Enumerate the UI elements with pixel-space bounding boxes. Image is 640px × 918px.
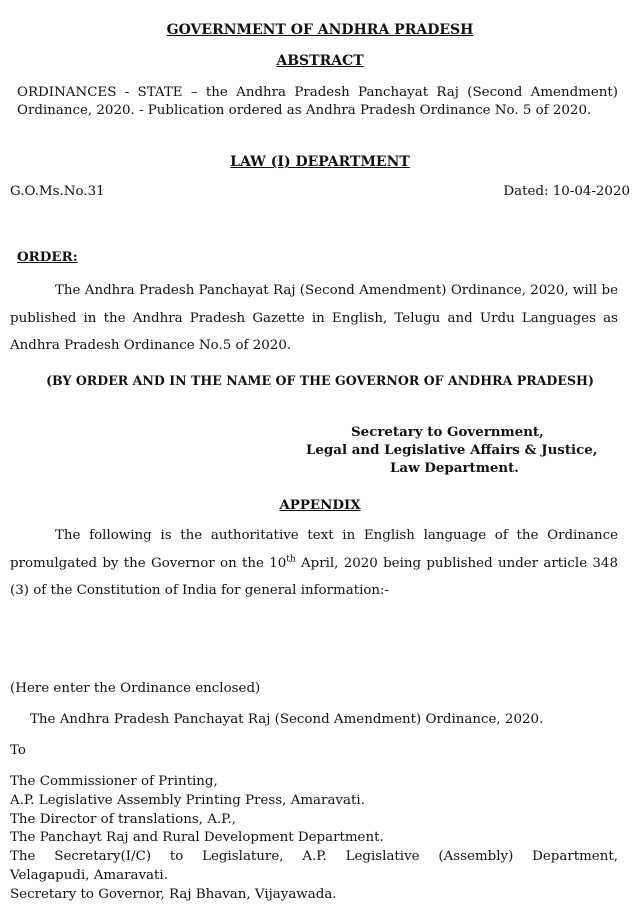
- go-number-line: [10, 184, 630, 199]
- go-number: G.O.Ms.No.31: [10, 184, 105, 199]
- recipient-item: A.P. Legislative Assembly Printing Press, Amaravati.: [10, 792, 365, 808]
- appendix-superscript: th: [286, 554, 296, 565]
- department-heading: LAW (I) DEPARTMENT: [230, 154, 410, 170]
- recipient-item: Velagapudi, Amaravati.: [10, 867, 168, 883]
- recipient-item: The Director of translations, A.P.,: [10, 811, 236, 827]
- enclosed-note: (Here enter the Ordinance enclosed): [10, 681, 261, 696]
- ordinance-title: The Andhra Pradesh Panchayat Raj (Second Amendment) Ordinance, 2020.: [30, 712, 544, 727]
- recipient-item: The Commissioner of Printing,: [10, 774, 218, 789]
- abstract-heading: ABSTRACT: [276, 53, 364, 69]
- recipient-list: [10, 773, 618, 905]
- appendix-heading: APPENDIX: [279, 497, 361, 513]
- appendix-body: [10, 522, 618, 605]
- appendix-text-part1: The following is the authoritative text in English language of the Ordinance promulgated by the Governor on the 10: [10, 528, 618, 571]
- signature-line-2: Legal and Legislative Affairs & Justice,: [306, 442, 598, 458]
- appendix-paragraph: [10, 522, 618, 605]
- recipient-item: Secretary to Governor, Raj Bhavan, Vijayawada.: [10, 886, 337, 902]
- recipient-item: The Panchayt Raj and Rural Development Department.: [10, 830, 384, 846]
- recipient-item: The Secretary(I/C) to Legislature, A.P. Legislative (Assembly) Department,: [10, 849, 618, 865]
- signature-line-3: Law Department.: [390, 460, 519, 476]
- government-heading: GOVERNMENT OF ANDHRA PRADESH: [166, 22, 474, 38]
- go-date: Dated: 10-04-2020: [503, 184, 630, 199]
- governor-line: (BY ORDER AND IN THE NAME OF THE GOVERNOR OF ANDHRA PRADESH): [46, 373, 594, 388]
- order-heading: ORDER:: [17, 249, 78, 265]
- signature-line-1: Secretary to Government,: [351, 424, 544, 440]
- abstract-text: ORDINANCES - STATE – the Andhra Pradesh Panchayat Raj (Second Amendment) Ordinance, 2020. - Publication ordered as Andhra Pradesh Ordinance No. 5 of 2020.: [17, 85, 618, 118]
- appendix-text-part2: April, 2020 being published under article 348 (3) of the Constitution of India for general information:-: [10, 555, 618, 599]
- order-body: [10, 277, 618, 360]
- order-paragraph: The Andhra Pradesh Panchayat Raj (Second Amendment) Ordinance, 2020, will be published in the Andhra Pradesh Gazette in English, Telugu and Urdu Languages as Andhra Pradesh Ordinance No.5 of 2020.: [10, 283, 618, 354]
- to-label: To: [10, 743, 26, 758]
